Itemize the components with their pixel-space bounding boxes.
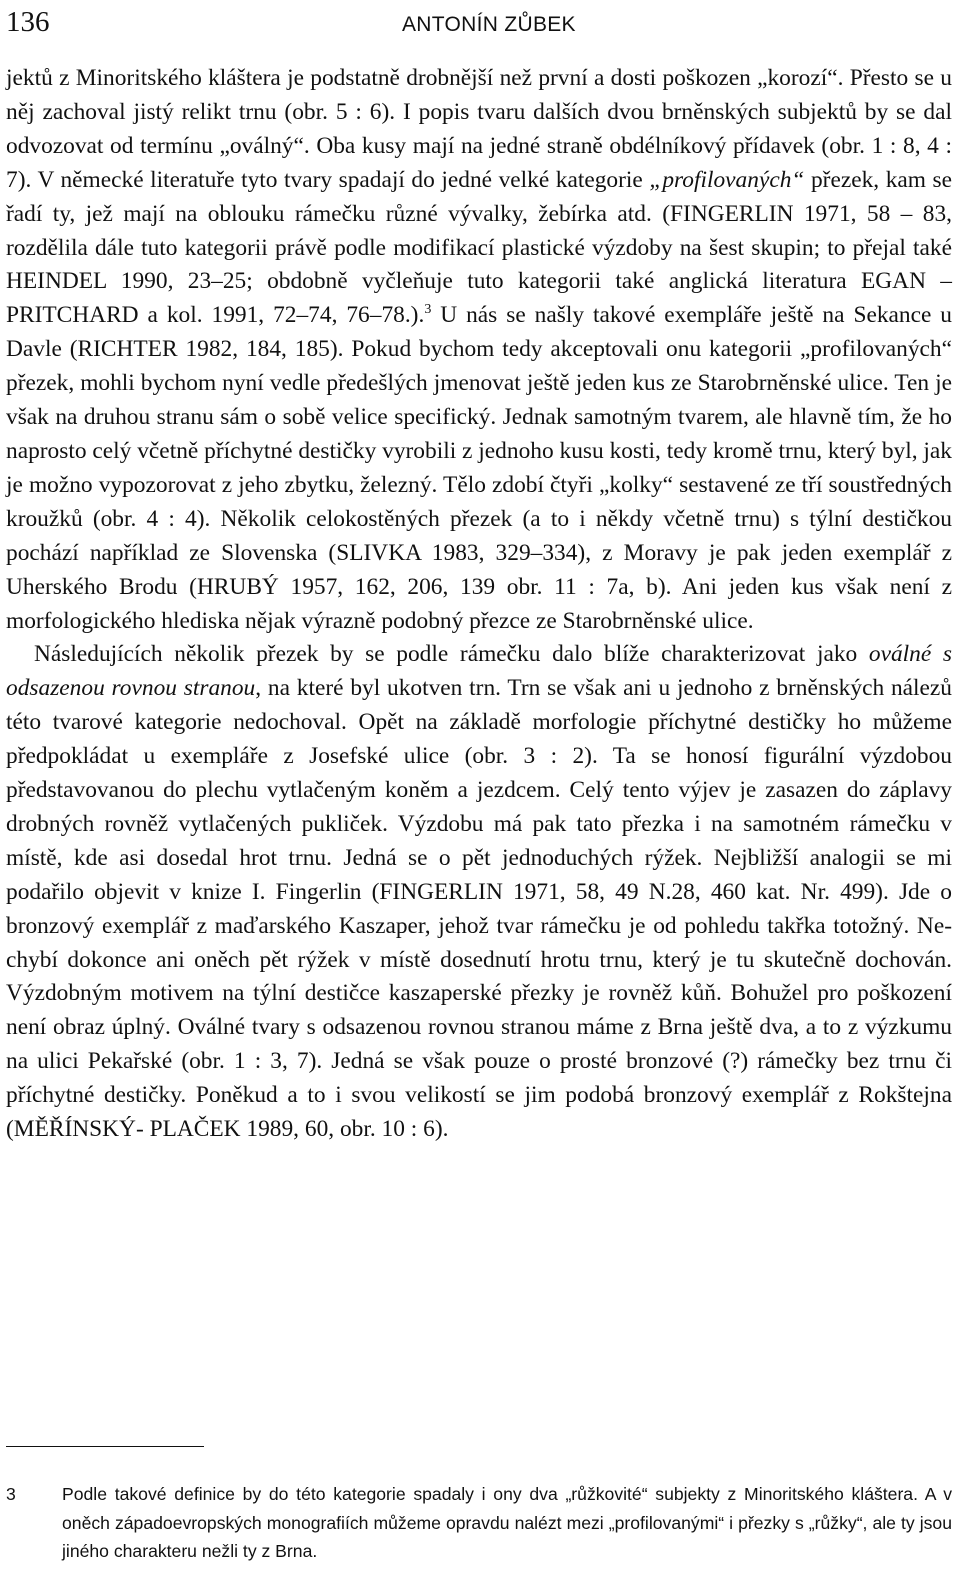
page-header [6, 4, 952, 44]
running-head: ANTONÍN ZŮBEK [402, 13, 576, 36]
footnote [6, 1480, 952, 1566]
paragraph-1-italic-term: „profilovaných“ [649, 166, 805, 193]
paragraph-2 [6, 638, 952, 1147]
footnote-reference[interactable]: 3 [424, 302, 432, 318]
paragraph-1-text-b: přezek, kam se řadí ty, jež mají na oblouku rámečku různé vývalky, žebírka atd. (FINGERLIN 1971, 58 – 83, rozdělila dále tuto kategorii právě podle modifikací plastické výzdoby na šest skupin; to přejal také HEINDEL 1990, 23–25; obdobně vyčleňuje tuto kategorii také anglická literatura EGAN – PRITCHARD a kol. 1991, 72–74, 76–78.). [6, 166, 952, 329]
footnote-mark: 3 [6, 1484, 16, 1504]
paragraph-1-text-c: U nás se našly takové exempláře ještě na Sekance u Davle (RICHTER 1982, 184, 185). Pokud bychom tedy akceptovali onu kategorii „profilovaných“ přezek, mohli bychom nyní vedle předešlých jmenovat ještě jeden kus ze Starobrněnské ulice. Ten je však na druhou stranu sám o sobě velice specifický. Jednak samotným tvarem, ale hlavně tím, že ho naprosto celý včetně příchytné destičky vyrobili z jednoho kusu kosti, tedy kromě trnu, který byl, jak je možno vypozorovat z jeho zbytku, železný. Tělo zdobí čtyři „kolky“ sestavené ze tří soustředných kroužků (obr. 4 : 4). Několik celokostěných přezek (a to i někdy včetně trnu) s týlní destičkou pochází například ze Slovenska (SLIVKA 1983, 329–334), z Moravy je pak jeden exemplář z Uherského Brodu (HRUBÝ 1957, 162, 206, 139 obr. 11 : 7a, b). Ani jeden kus však není z morfologického hlediska nějak výrazně podobný přezce ze Starobrněnské ulice. [6, 302, 953, 634]
paragraph-1-text-a: jektů z Minoritského kláštera je podstatně drobnější než první a dosti poškozen „korozí“. Přesto se u něj zachoval jistý relikt trnu (obr. 5 : 6). I popis tvaru dalších dvou brněnských subjektů by se dal odvozovat od termínu „oválný“. Oba kusy mají na jedné straně obdélníkový přídavek (obr. 1 : 8, 4 : 7). V německé literatuře tyto tvary spadají do jedné velké kategorie [6, 65, 952, 193]
page-number: 136 [6, 6, 50, 38]
paragraph-2-text-b: , na které byl ukotven trn. Trn se však ani u jednoho z brněnských nálezů této tvarové kategorie nedochoval. Opět na základě morfologie příchytné destičky ho můžeme předpokládat u exempláře z Josefské ulice (obr. 3 : 2). Ta se honosí figurální výzdobou představovanou do plechu vytlačeným koněm a jezdcem. Celý tento výjev je zasazen do záplavy drobných rovněž vytlačených pukliček. Výzdobu má pak tato přezka i na samotném rámečku v místě, kde asi dosedal hrot trnu. Jedná se o pět jednoduchých rýžek. Nejbližší analogii se mi podařilo objevit v knize I. Fingerlin (FINGERLIN 1971, 58, 49 N.28, 460 kat. Nr. 499). Jde o bronzový exemplář z maďarského Kaszaper, jehož tvar rámečku je od pohledu takřka totožný. Nechybí dokonce ani oněch pět rýžek v místě dosednutí hrotu trnu, který je tu skutečně dochován. Výzdobným motivem na týlní destičce kaszaperské přezky je rovněž kůň. Bohužel pro poškození není obraz úplný. Oválné tvary s odsazenou rovnou stranou máme z Brna ještě dva, a to z výzkumu na ulici Pekařské (obr. 1 : 3, 7). Jedná se však pouze o prosté bronzové (?) rámečky bez trnu či příchytné destičky. Poněkud a to i svou velikostí se jim podobá bronzový exemplář z Rokštejna (MĚŘÍNSKÝ- PLAČEK 1989, 60, obr. 10 : 6). [6, 675, 952, 1143]
footnote-divider [6, 1446, 204, 1447]
body-text [6, 62, 952, 1147]
paragraph-2-italic-term: oválné s odsazenou rovnou stranou [6, 641, 952, 702]
footnote-text: Podle takové definice by do této kategorie spadaly i ony dva „růžkovité“ subjekty z Minoritského kláštera. A v oněch západoevropských monografiích můžeme opravdu nalézt mezi „profilovanými“ i přezky s „růžky“, ale ty jsou jiného charakteru nežli ty z Brna. [62, 1484, 952, 1561]
paragraph-2-text-a: Následujících několik přezek by se podle rámečku dalo blíže charakterizovat jako [34, 641, 869, 668]
paragraph-1 [6, 62, 952, 638]
